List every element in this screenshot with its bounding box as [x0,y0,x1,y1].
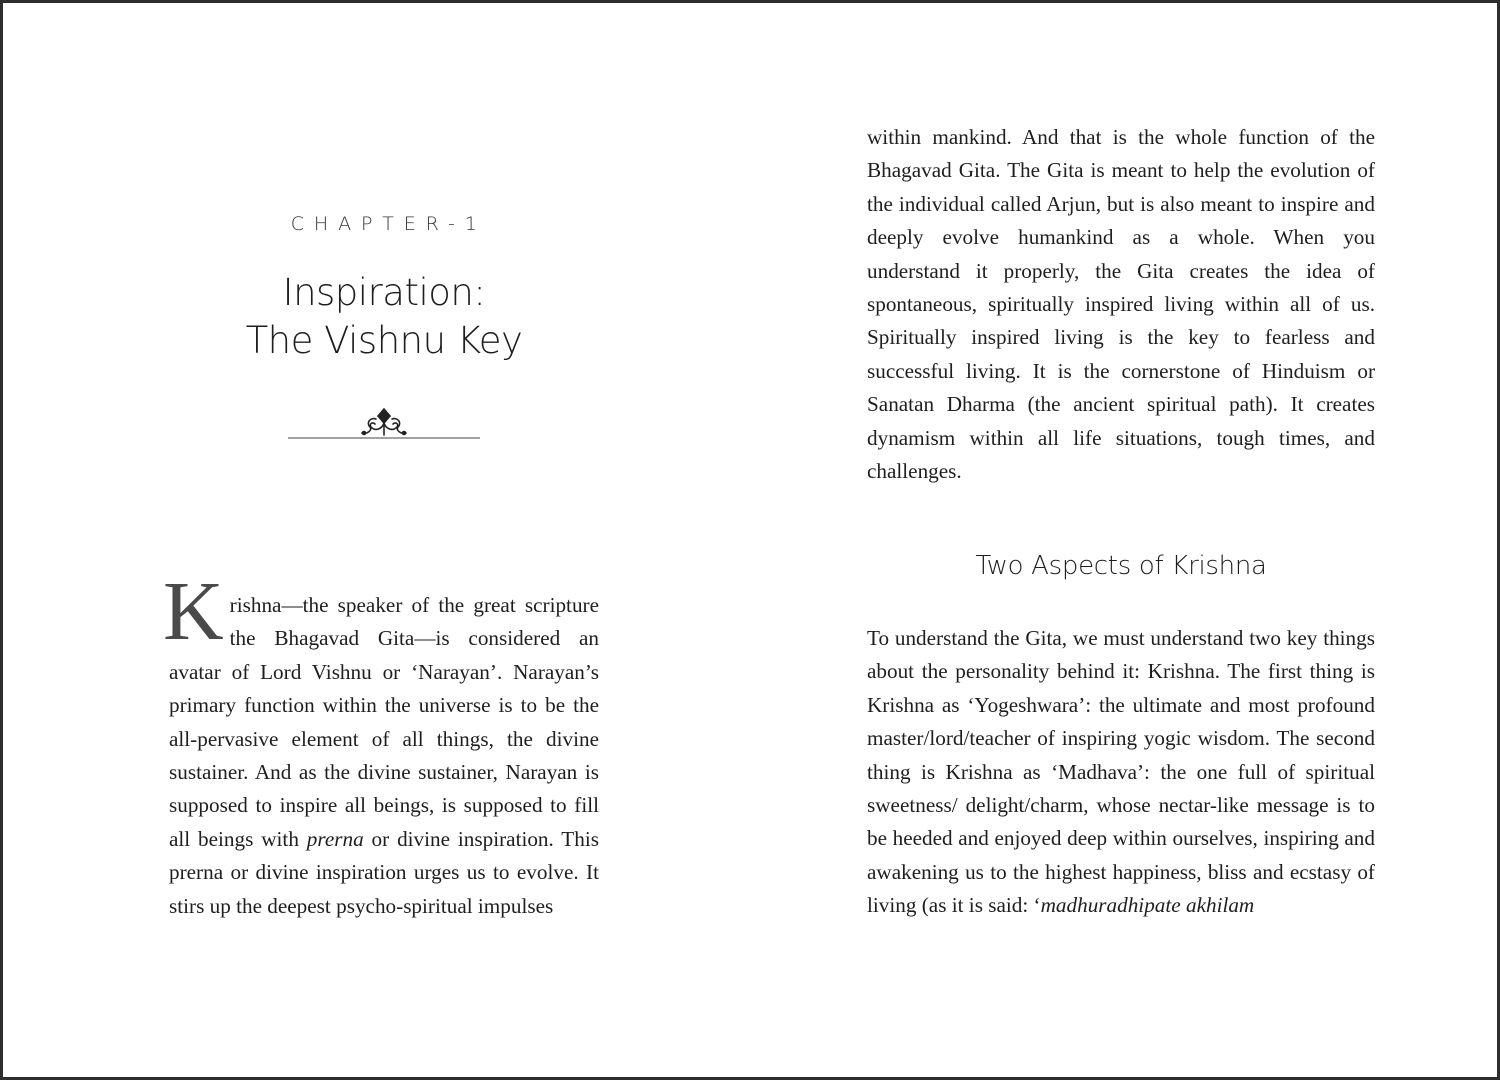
flourish-ornament-icon [286,403,482,443]
drop-cap: K [163,565,224,658]
italic-term: prerna [306,826,364,851]
body-paragraph [867,622,1375,923]
section-heading: Two Aspects of Krishna [975,551,1267,581]
chapter-label: CHAPTER-1 [290,213,487,235]
italic-quote: madhuradhipate akhilam [1040,893,1255,918]
paragraph-text: rishna—the speaker of the great scripture the Bhagavad Gita—is considered an avatar of Lord Vishnu or ‘Narayan’. Narayan’s primary function within the universe is to be the all-pervasive element of all things, the divine sustainer. And as the divine sustainer, Narayan is supposed to inspire all beings, is supposed to fill all beings with [169,593,599,851]
chapter-title-line1: Inspiration: [282,271,486,314]
paragraph-text-continued: or divine inspiration. This prerna or divine inspiration urges us to evolve. It stirs up the deepest psycho-spiritual impulses [169,826,599,918]
chapter-title-line2: The Vishnu Key [245,319,523,362]
right-page [867,3,1375,1083]
paragraph-text: To understand the Gita, we must understand two key things about the personality behind it: Krishna. The first thing is Krishna as ‘Yogeshwara’: the ultimate and most profound master/lord/teacher of inspiring yogic wisdom. The second thing is Krishna as ‘Madhava’: the one full of spiritual sweetness/ delight/charm, whose nectar-like message is to be heeded and enjoyed deep within ourselves, inspiring and awakening us to the highest happiness, bliss and ecstasy of living (as it is said: ‘ [867,626,1375,918]
body-paragraph: within mankind. And that is the whole function of the Bhagavad Gita. The Gita is meant to help the evolution of the individual called Arjun, but is also meant to inspire and deeply evolve humankind as a whole. When you understand it properly, the Gita creates the idea of spontaneous, spiritually inspired living within all of us. Spiritually inspired living is the key to fearless and successful living. It is the cornerstone of Hinduism or Sanatan Dharma (the ancient spiritual path). It creates dynamism within all life situations, tough times, and challenges. [867,125,1375,484]
chapter-title [169,269,599,365]
body-paragraph [163,565,599,923]
left-page [163,3,599,1083]
